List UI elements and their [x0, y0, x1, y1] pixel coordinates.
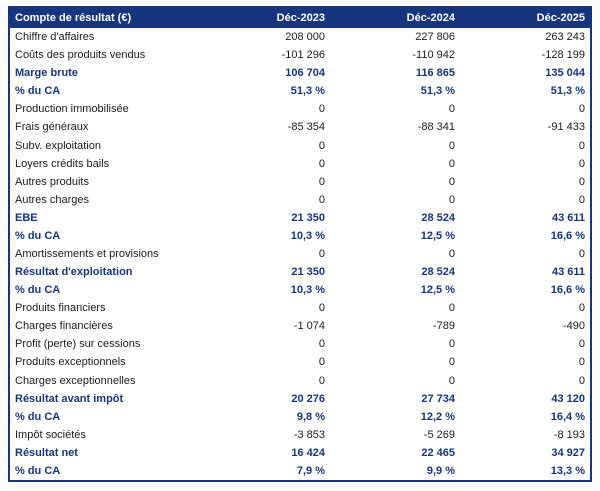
- table-body: [10, 28, 590, 480]
- row-label: % du CA: [15, 464, 61, 477]
- row-value: 0: [318, 247, 325, 260]
- row-value: 12,2 %: [420, 410, 455, 423]
- row-value: 27 734: [421, 392, 455, 405]
- row-value: 0: [318, 356, 325, 369]
- row-value: 0: [578, 157, 585, 170]
- row-value: 0: [318, 374, 325, 387]
- row-value: 20 276: [291, 392, 325, 405]
- row-value: 16,6 %: [550, 229, 585, 242]
- row-value: 28 524: [421, 266, 455, 279]
- row-value: 263 243: [545, 31, 585, 44]
- row-value: 51,3 %: [420, 85, 455, 98]
- row-value: 43 611: [551, 266, 585, 279]
- table-row: [10, 299, 590, 317]
- table-row: [10, 335, 590, 353]
- row-value: 0: [318, 193, 325, 206]
- row-label: Autres produits: [15, 175, 89, 188]
- row-label: Subv. exploitation: [15, 139, 102, 152]
- table-title: Compte de résultat (€): [15, 12, 132, 24]
- row-value: 22 465: [421, 446, 455, 459]
- row-value: 0: [448, 374, 455, 387]
- row-value: 135 044: [545, 67, 585, 80]
- row-value: 13,3 %: [550, 464, 585, 477]
- row-value: 43 611: [551, 211, 585, 224]
- row-label: % du CA: [15, 284, 61, 297]
- row-value: 12,5 %: [420, 284, 455, 297]
- row-value: -1 074: [293, 320, 325, 333]
- row-value: 10,3 %: [290, 229, 325, 242]
- row-value: -789: [432, 320, 455, 333]
- table-row: [10, 462, 590, 480]
- row-label: EBE: [15, 211, 38, 224]
- row-value: 21 350: [291, 211, 325, 224]
- row-label: Charges financières: [15, 320, 113, 333]
- row-label: Résultat d'exploitation: [15, 266, 133, 279]
- row-value: -88 341: [417, 121, 455, 134]
- column-header-dec-2023: Déc-2023: [276, 12, 325, 24]
- row-value: -8 193: [553, 428, 585, 441]
- row-value: 0: [318, 139, 325, 152]
- row-value: 0: [318, 302, 325, 315]
- row-value: 16 424: [291, 446, 325, 459]
- row-value: -101 296: [281, 49, 325, 62]
- income-statement-table: [8, 6, 592, 482]
- row-label: Charges exceptionnelles: [15, 374, 136, 387]
- row-label: Frais généraux: [15, 121, 89, 134]
- row-value: 227 806: [415, 31, 455, 44]
- row-value: 0: [578, 247, 585, 260]
- row-label: Marge brute: [15, 67, 78, 80]
- row-value: 116 865: [415, 67, 455, 80]
- row-label: Impôt sociétés: [15, 428, 86, 441]
- row-label: Produits exceptionnels: [15, 356, 126, 369]
- column-header-dec-2025: Déc-2025: [536, 12, 585, 24]
- row-value: 21 350: [291, 266, 325, 279]
- row-value: 0: [448, 157, 455, 170]
- table-row: [10, 263, 590, 281]
- row-label: % du CA: [15, 410, 61, 423]
- table-row: [10, 245, 590, 263]
- row-value: 16,6 %: [550, 284, 585, 297]
- row-label: % du CA: [15, 229, 61, 242]
- row-value: 28 524: [421, 211, 455, 224]
- row-value: -490: [562, 320, 585, 333]
- table-row: [10, 444, 590, 462]
- row-value: -85 354: [287, 121, 325, 134]
- row-value: 0: [448, 356, 455, 369]
- row-value: 0: [318, 157, 325, 170]
- row-label: Produits financiers: [15, 302, 106, 315]
- row-value: 0: [318, 175, 325, 188]
- table-row: [10, 155, 590, 173]
- row-label: Production immobilisée: [15, 103, 129, 116]
- table-row: [10, 46, 590, 64]
- row-value: 0: [448, 302, 455, 315]
- row-value: 7,9 %: [296, 464, 325, 477]
- table-row: [10, 371, 590, 389]
- row-value: 0: [448, 175, 455, 188]
- table-row: [10, 281, 590, 299]
- column-header-dec-2024: Déc-2024: [406, 12, 455, 24]
- table-row: [10, 136, 590, 154]
- row-value: 16,4 %: [550, 410, 585, 423]
- table-row: [10, 118, 590, 136]
- row-value: 0: [318, 338, 325, 351]
- row-label: Loyers crédits bails: [15, 157, 110, 170]
- table-row: [10, 317, 590, 335]
- row-label: Résultat avant impôt: [15, 392, 124, 405]
- row-value: 43 120: [551, 392, 585, 405]
- row-value: -128 199: [541, 49, 585, 62]
- row-value: -91 433: [547, 121, 585, 134]
- table-row: [10, 209, 590, 227]
- table-row: [10, 191, 590, 209]
- row-value: -110 942: [412, 49, 455, 62]
- table-row: [10, 353, 590, 371]
- table-row: [10, 82, 590, 100]
- row-value: 0: [448, 139, 455, 152]
- row-value: 9,9 %: [426, 464, 455, 477]
- row-value: 34 927: [551, 446, 585, 459]
- table-row: [10, 408, 590, 426]
- row-value: 208 000: [285, 31, 325, 44]
- row-value: -5 269: [423, 428, 455, 441]
- row-value: 10,3 %: [290, 284, 325, 297]
- table-row: [10, 426, 590, 444]
- row-value: 0: [578, 302, 585, 315]
- row-value: 0: [448, 247, 455, 260]
- row-value: 0: [318, 103, 325, 116]
- row-label: Amortissements et provisions: [15, 247, 159, 260]
- table-row: [10, 227, 590, 245]
- row-value: 0: [448, 103, 455, 116]
- row-value: 0: [578, 338, 585, 351]
- row-value: 0: [578, 103, 585, 116]
- row-value: 0: [578, 175, 585, 188]
- row-value: 106 704: [285, 67, 325, 80]
- row-label: Profit (perte) sur cessions: [15, 338, 141, 351]
- row-label: Autres charges: [15, 193, 89, 206]
- table-row: [10, 28, 590, 46]
- row-value: 51,3 %: [550, 85, 585, 98]
- row-value: 12,5 %: [420, 229, 455, 242]
- row-value: 0: [578, 193, 585, 206]
- row-value: 51,3 %: [290, 85, 325, 98]
- row-value: 0: [578, 139, 585, 152]
- row-label: % du CA: [15, 85, 61, 98]
- row-value: 0: [448, 338, 455, 351]
- table-header-row: [10, 8, 590, 28]
- row-label: Résultat net: [15, 446, 78, 459]
- table-row: [10, 173, 590, 191]
- row-value: 0: [578, 356, 585, 369]
- row-value: 9,8 %: [296, 410, 325, 423]
- row-value: 0: [578, 374, 585, 387]
- row-label: Chiffre d'affaires: [15, 31, 95, 44]
- table-row: [10, 100, 590, 118]
- table-row: [10, 390, 590, 408]
- row-label: Coûts des produits vendus: [15, 49, 146, 62]
- row-value: 0: [448, 193, 455, 206]
- row-value: -3 853: [293, 428, 325, 441]
- table-row: [10, 64, 590, 82]
